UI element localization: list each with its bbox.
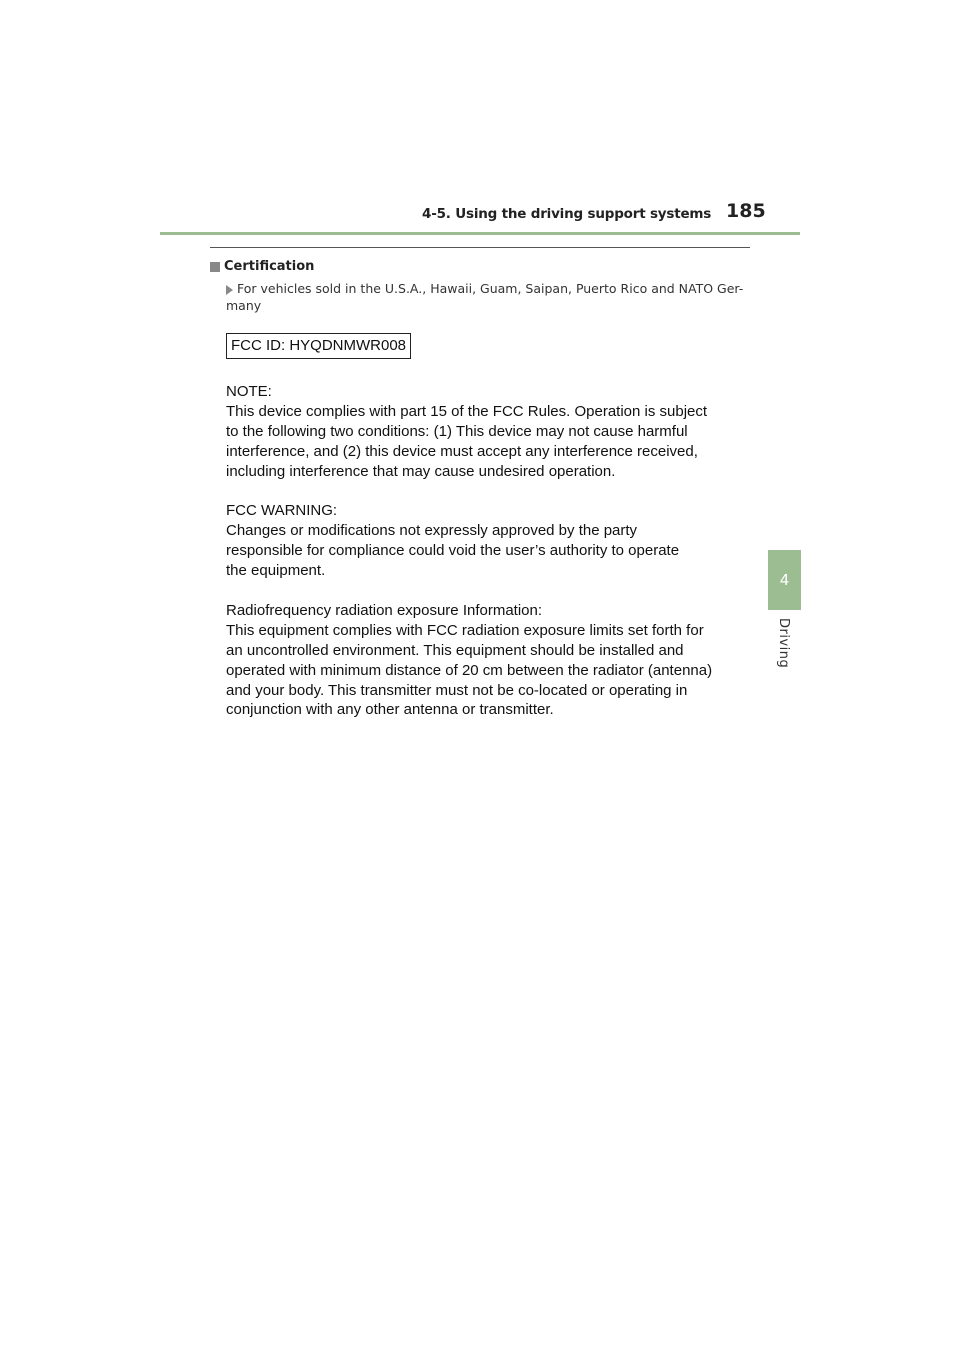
header-divider — [160, 232, 800, 235]
note-title: NOTE: — [226, 383, 272, 400]
chapter-label: Driving — [776, 618, 791, 669]
section-title: 4-5. Using the driving support systems — [422, 206, 712, 222]
square-bullet-icon — [210, 262, 220, 272]
radio-text: This equipment complies with FCC radiation exposure limits set forth for an uncontrolled environment. This equipment should be installed and operated with minimum distance of 20 cm between the radiator (antenna) and your body. This transmitter must not be co-located or operating in conjunction with any other antenna or transmitter. — [226, 621, 713, 719]
triangle-bullet-icon — [226, 285, 233, 295]
fcc-statement — [226, 382, 766, 720]
warning-text: Changes or modifications not expressly approved by the party responsible for compliance could void the user’s authority to operate the equipment. — [226, 522, 680, 580]
region-text: For vehicles sold in the U.S.A., Hawaii, Guam, Saipan, Puerto Rico and NATO Ger- many — [226, 281, 744, 313]
page-number: 185 — [726, 200, 766, 222]
radio-title: Radiofrequency radiation exposure Information: — [226, 601, 543, 619]
region-bullet — [226, 280, 756, 314]
certification-heading — [210, 259, 314, 274]
content-divider — [210, 247, 750, 248]
warning-title: FCC WARNING: — [226, 502, 338, 520]
note-text: This device complies with part 15 of the FCC Rules. Operation is subject to the following two conditions: (1) This device may not cause harmful interference, and (2) this device must accept any interference received, including interference that may cause undesired operation. — [226, 402, 708, 480]
fcc-id-box: FCC ID: HYQDNMWR008 — [226, 333, 411, 359]
heading-text: Certification — [224, 259, 315, 274]
chapter-tab[interactable]: 4 — [768, 550, 801, 610]
